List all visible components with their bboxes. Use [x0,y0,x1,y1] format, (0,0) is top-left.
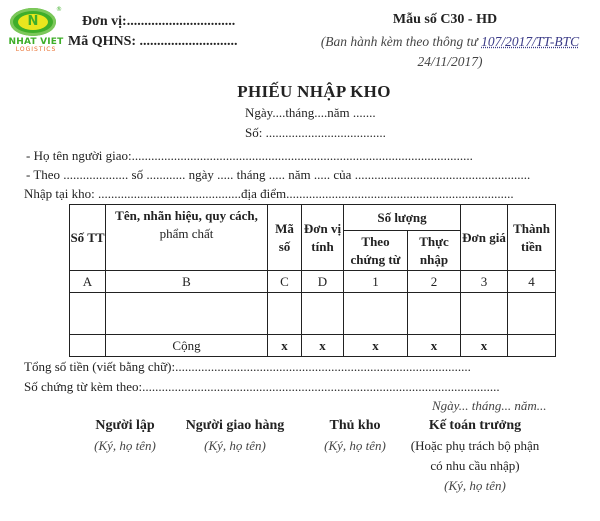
total-amount-cell[interactable] [508,335,556,357]
table-total-row: Cộng x x x x x [70,335,556,357]
signature-deliverer: Người giao hàng (Ký, họ tên) [185,418,285,453]
according-to-field[interactable]: - Theo .................... số ............ ngày ..... tháng ..... năm ..... của ...................................................... [26,167,531,182]
col-unit: Đơn vị tính [302,205,344,271]
logo-sub-text: LOGISTICS [15,46,57,53]
issued-prefix: (Ban hành kèm theo thông tư [320,34,482,49]
receipt-number-field[interactable]: Số: ..................................... [245,125,386,140]
total-label: Cộng [106,335,268,357]
table-index-row: A B C D 1 2 3 4 [70,271,556,293]
col-name: Tên, nhãn hiệu, quy cách, phẩm chất [106,205,268,271]
issued-note [300,32,600,72]
cell-qty-doc[interactable] [344,293,408,335]
cell-price[interactable] [461,293,508,335]
col-qty-doc: Theo chứng từ [344,231,408,271]
cell-stt[interactable] [70,293,106,335]
col-quantity: Số lượng [344,205,461,231]
deliverer-name-field[interactable]: - Họ tên người giao:......................................................................................................... [26,148,473,163]
registered-mark-icon: ® [56,6,62,13]
table-row[interactable] [70,293,556,335]
cell-code[interactable] [268,293,302,335]
company-logo [6,6,62,52]
logo-oval [10,8,56,36]
goods-table [69,204,556,357]
page-title: PHIẾU NHẬP KHO [237,82,391,101]
attached-docs-field[interactable]: Số chứng từ kèm theo:.............................................................................................................. [24,379,500,394]
col-stt: Số TT [70,205,106,271]
issued-date: 24/11/2017) [417,54,483,69]
signature-storekeeper: Thủ kho (Ký, họ tên) [324,418,386,453]
form-number: Mẫu số C30 - HD [392,12,498,27]
cell-qty-real[interactable] [408,293,461,335]
warehouse-field[interactable]: Nhập tại kho: ............................................địa điểm...................................................................... [24,186,514,201]
col-price: Đơn giá [461,205,508,271]
cell-name[interactable] [106,293,268,335]
circular-link[interactable]: 107/2017/TT-BTC [481,34,580,49]
cell-unit[interactable] [302,293,344,335]
table-header-row [70,205,556,231]
col-qty-real: Thực nhập [408,231,461,271]
logo-n-icon: N [27,14,39,29]
unit-field[interactable]: Đơn vị:............................... [82,14,236,29]
signature-chief-accountant: Kế toán trưởng (Hoặc phụ trách bộ phận có nhu cầu nhập) (Ký, họ tên) [410,418,540,493]
col-amount: Thành tiền [508,205,556,271]
total-in-words-field[interactable]: Tổng số tiền (viết bằng chữ):........................................................................................... [24,359,471,374]
col-code: Mã số [268,205,302,271]
sign-date[interactable]: Ngày... tháng... năm... [432,398,547,413]
qhns-field[interactable]: Mã QHNS: ............................ [68,34,238,49]
receipt-date-field[interactable]: Ngày....tháng....năm ....... [245,105,376,120]
cell-amount[interactable] [508,293,556,335]
signature-preparer: Người lập (Ký, họ tên) [94,418,156,453]
logo-brand-text: NHAT VIET [8,37,64,47]
